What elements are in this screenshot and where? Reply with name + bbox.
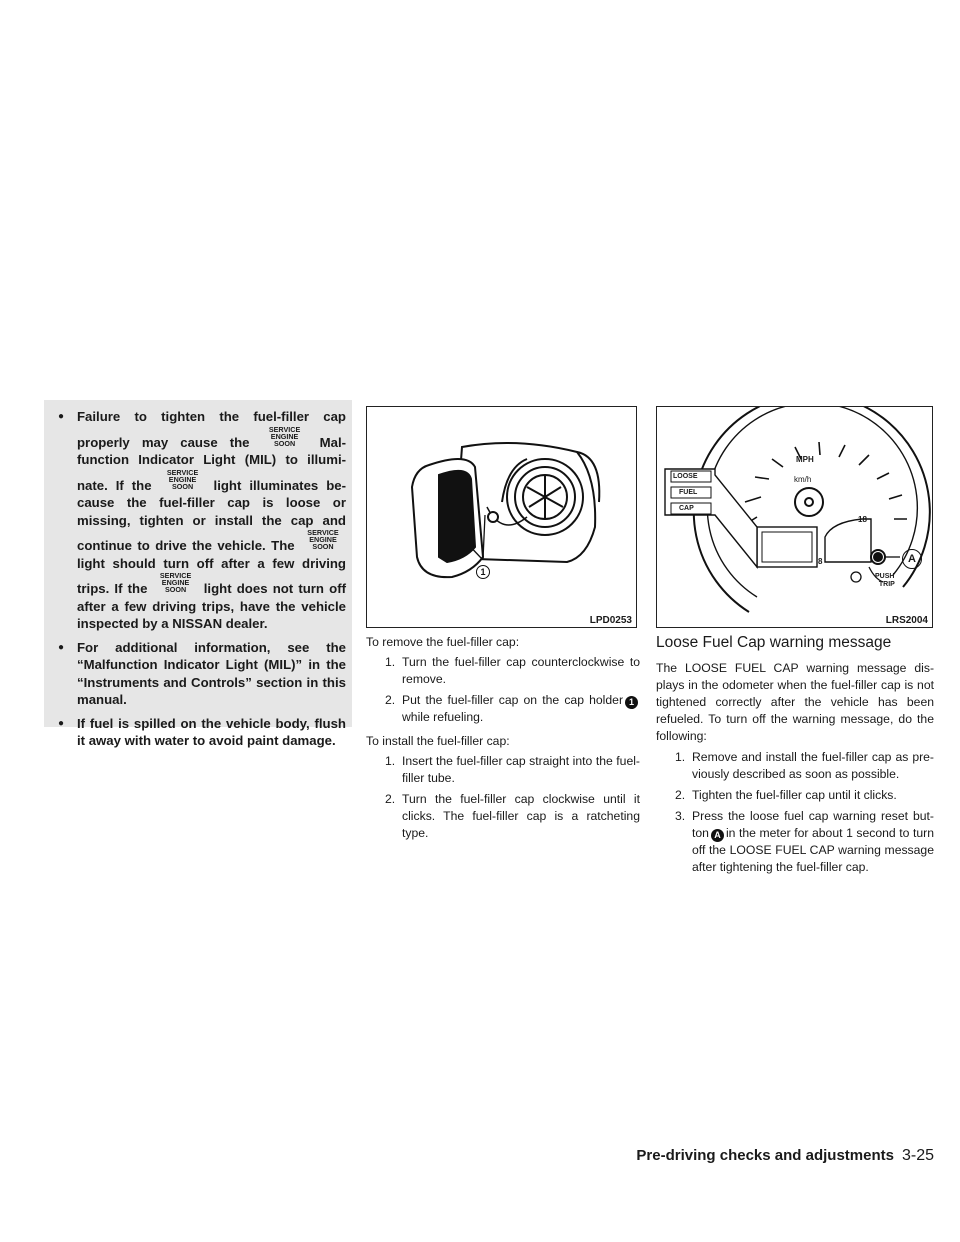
display-label-fuel: FUEL [679,489,698,496]
display-label-loose: LOOSE [673,473,698,480]
gauge-hi-label: 18 [858,515,867,524]
kmh-label: km/h [794,475,812,484]
install-intro: To install the fuel-filler cap: [366,734,510,748]
warning-list [44,400,352,750]
warning-item-additional-info: ● For additional information, see the “Malfunction Indicator Light (MIL)” in the “Instruments and Controls” section in this manual. [58,639,346,709]
list-item: 1. Turn the fuel-filler cap counterclockwise to remove. [385,655,640,686]
list-item: 2. Turn the fuel-filler cap clockwise until it clicks. The fuel-filler cap is a ratcheting type. [385,792,640,840]
callout-a-icon: A [902,549,922,569]
warning-item-fuel-spill: ● If fuel is spilled on the vehicle body, flush it away with water to avoid paint damage. [58,715,346,750]
page-number: 3-25 [901,1147,934,1164]
warning-text: Failure to tighten the fuel-filler cap properly may cause the [77,409,346,450]
service-engine-soon-icon: SERVICE ENGINE SOON [159,571,192,594]
warning-box [44,400,352,748]
warning-text: light illuminates be-cause the fuel-filler cap is loose or missing, tighten or install the cap and continue to drive the vehicle. The [77,477,346,553]
remove-intro: To remove the fuel-filler cap: [366,635,520,649]
section-intro: The LOOSE FUEL CAP warning message dis-plays in the odometer when the fuel-filler cap is not tightened correctly after the vehicle has been refueled. To turn off the warning message, do the following: [656,661,934,743]
list-item: 3. Press the loose fuel cap warning reset but-ton A in the meter for about 1 second to turn off the LOOSE FUEL CAP warning message after tightening the fuel-filler cap. [675,809,934,874]
callout-a-icon: A [711,829,724,842]
figure-code: LPD0253 [589,615,632,626]
display-label-cap: CAP [679,505,694,512]
gauge-lo-label: 8 [818,557,823,566]
mph-label: MPH [796,455,814,464]
push-trip-label: PUSH TRIP [875,573,895,588]
loose-cap-section [656,634,934,883]
list-item: 1. Insert the fuel-filler cap straight into the fuel-filler tube. [385,754,640,785]
warning-text: light does not turn off after a few driving trips, have the vehicle inspected by a NISSAN dealer. [77,581,346,631]
warning-text: Mal-function Indicator Light (MIL) to illumi-nate. If the [77,434,346,493]
remove-steps [366,654,640,726]
service-engine-soon-icon: SERVICE ENGINE SOON [166,467,199,491]
fuel-filler-illustration [367,407,638,629]
service-engine-soon-icon: SERVICE ENGINE SOON [307,528,339,551]
list-item: 2. Put the fuel-filler cap on the cap holder 1while refueling. [366,692,640,726]
warning-item-fuel-cap [58,408,346,633]
loose-cap-steps [656,749,934,876]
warning-text: light should turn off after a few driving trips. If the [77,555,346,596]
section-title: Pre-driving checks and adjustments [636,1147,894,1164]
list-item: 2. Tighten the fuel-filler cap until it clicks. [675,788,897,802]
callout-1-icon: 1 [625,696,638,709]
callout-1-icon: 1 [476,565,490,579]
page-footer [612,1147,934,1165]
fuel-cap-instructions [366,634,640,849]
service-engine-soon-icon: SERVICE ENGINE SOON [268,424,301,448]
figure-fuel-filler [366,406,637,628]
section-heading: Loose Fuel Cap warning message [656,634,892,651]
install-steps [366,753,640,842]
figure-code: LRS2004 [885,615,928,626]
figure-meter [656,406,933,628]
speedometer-illustration [657,407,934,629]
list-item: 1. Remove and install the fuel-filler cap as pre-viously described as soon as possible. [675,750,934,781]
